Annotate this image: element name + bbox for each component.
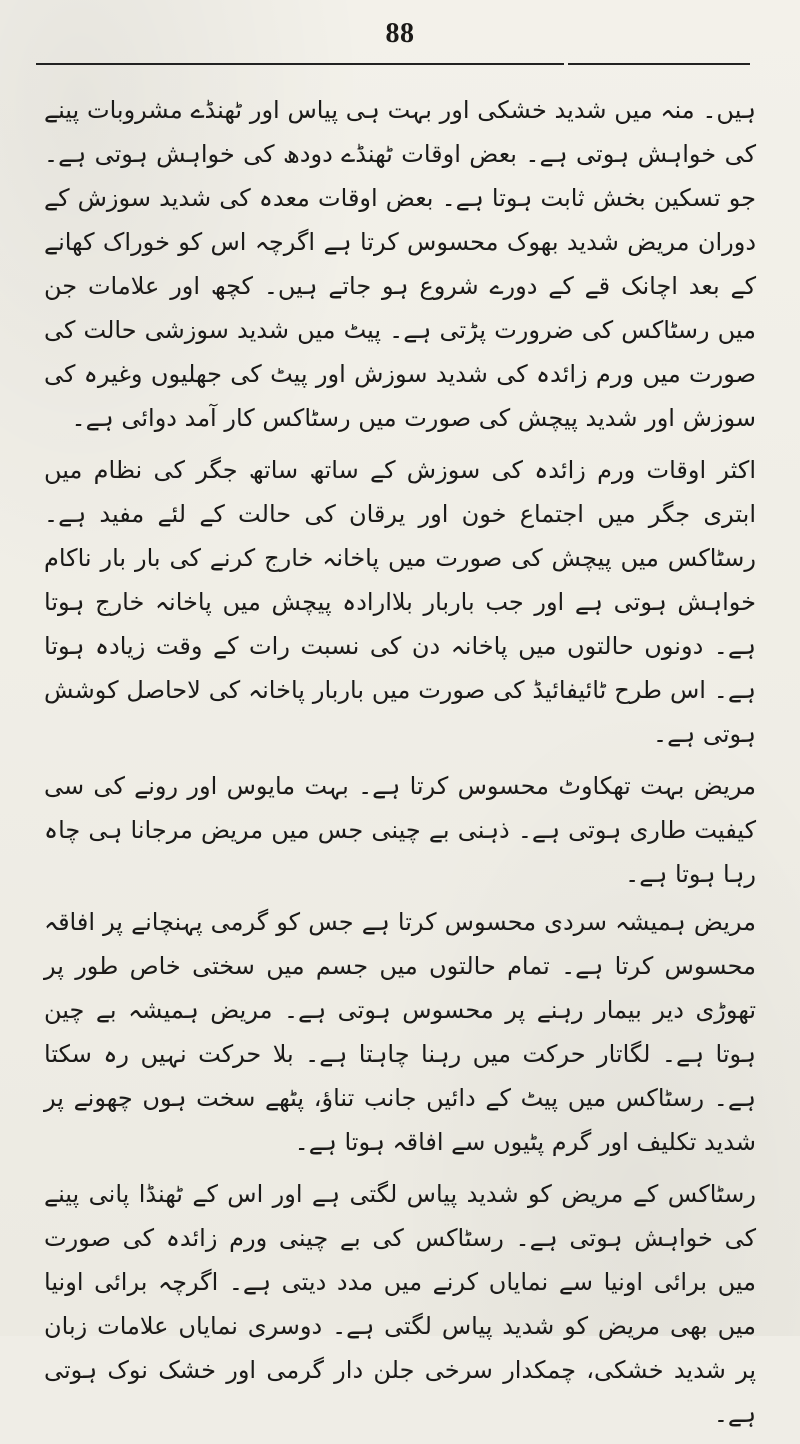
header-divider-right	[568, 63, 750, 65]
paragraph-3: مریض بہت تھکاوٹ محسوس کرتا ہے۔ بہت مایوس اور رونے کی سی کیفیت طاری ہوتی ہے۔ ذہنی بے چینی جس میں مریض مرجانا ہی چاہ رہا ہوتا ہے۔	[44, 772, 756, 888]
page-number: 88	[385, 18, 415, 49]
paragraph-2: اکثر اوقات ورم زائدہ کی سوزش کے ساتھ ساتھ جگر کی نظام میں ابتری جگر میں اجتماع خون اور یرقان کی حالت کے لئے مفید ہے۔ رسٹاکس میں پیچش کی صورت میں پاخانہ خارج کرنے کی بار بار ناکام خواہش ہوتی ہے اور جب باربار بلاارادہ پیچش میں پاخانہ خارج ہوتا ہے۔ دونوں حالتوں میں پاخانہ دن کی نسبت رات کے وقت زیادہ ہوتا ہے۔ اس طرح ٹائیفائیڈ کی صورت میں باربار پاخانہ کی لاحاصل کوشش ہوتی ہے۔	[44, 456, 756, 748]
paragraph-4: مریض ہمیشہ سردی محسوس کرتا ہے جس کو گرمی پہنچانے پر افاقہ محسوس کرتا ہے۔ تمام حالتوں میں جسم میں سختی خاص طور پر تھوڑی دیر بیمار رہنے پر محسوس ہوتی ہے۔ مریض ہمیشہ بے چین ہوتا ہے۔ لگاتار حرکت میں رہنا چاہتا ہے۔ بلا حرکت نہیں رہ سکتا ہے۔ رسٹاکس میں پیٹ کے دائیں جانب تناؤ، پٹھے سخت ہوں چھونے پر شدید تکلیف اور گرم پٹیوں سے افاقہ ہوتا ہے۔	[44, 908, 756, 1156]
paragraph-1: ہیں۔ منہ میں شدید خشکی اور بہت ہی پیاس اور ٹھنڈے مشروبات پینے کی خواہش ہوتی ہے۔ بعض اوقات ٹھنڈے دودھ کی خواہش ہوتی ہے۔ جو تسکین بخش ثابت ہوتا ہے۔ بعض اوقات معدہ کی شدید سوزش کے دوران مریض شدید بھوک محسوس کرتا ہے اگرچہ اس کو خوراک کھانے کے بعد اچانک قے کے دورے شروع ہو جاتے ہیں۔ کچھ اور علامات جن میں رسٹاکس کی ضرورت پڑتی ہے۔ پیٹ میں شدید سوزشی حالت کی صورت میں ورم زائدہ کی شدید سوزش اور پیٹ کی جھلیوں وغیرہ کی سوزش اور شدید پیچش کی صورت میں رسٹاکس کار آمد دوائی ہے۔	[44, 96, 756, 432]
paragraph-5: رسٹاکس کے مریض کو شدید پیاس لگتی ہے اور اس کے ٹھنڈا پانی پینے کی خواہش ہوتی ہے۔ رسٹاکس کی بے چینی ورم زائدہ کی صورت میں برائی اونیا سے نمایاں کرنے میں مدد دیتی ہے۔ اگرچہ برائی اونیا میں بھی مریض کو شدید پیاس لگتی ہے۔ دوسری نمایاں علامات زبان پر شدید خشکی، چمکدار سرخی جلن دار گرمی اور خشک نوک ہوتی ہے۔	[44, 1180, 756, 1428]
page-body	[44, 88, 756, 1444]
header-divider-left	[36, 63, 564, 65]
